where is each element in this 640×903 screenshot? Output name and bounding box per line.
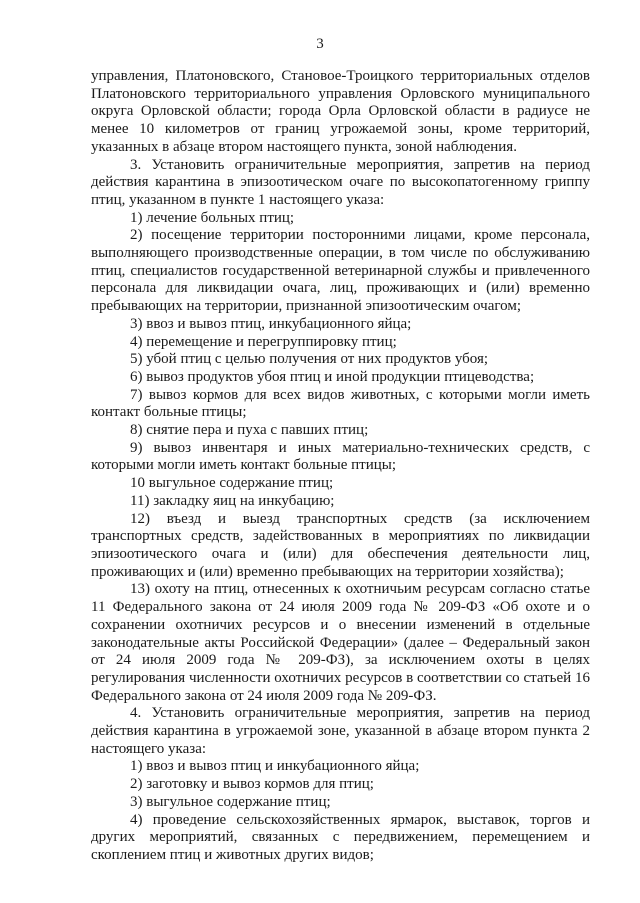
- list-item-3-10: 10 выгульное содержание птиц;: [130, 475, 334, 492]
- list-item-3-4: 4) перемещение и перегруппировку птиц;: [130, 333, 397, 350]
- list-item-3-7: 7) вывоз кормов для всех видов животных, с которыми могли иметь контакт больные птицы;: [91, 386, 590, 421]
- paragraph-continuation: управления, Платоновского, Становое-Троицкого территориальных отделов Платоновского территориального управления Орловского муниципального округа Орловской области; города Орла Орловской области в радиусе не менее 10 километров от границ угрожаемой зоны, кроме территорий, указанных в абзаце втором настоящего пункта, зоной наблюдения.: [91, 68, 590, 155]
- list-item-4-1: 1) ввоз и вывоз птиц и инкубационного яйца;: [130, 758, 420, 775]
- list-item-3-12: 12) въезд и выезд транспортных средств (за исключением транспортных средств, задействованных в мероприятиях по ликвидации эпизоотического очага и (или) для обеспечения деятельности лиц, проживающих и (или) временно пребывающих на территории хозяйства);: [91, 510, 590, 580]
- list-item-3-1: 1) лечение больных птиц;: [130, 209, 295, 226]
- list-item-3-9: 9) вывоз инвентаря и иных материально-технических средств, с которыми могли иметь контакт больные птицы;: [91, 439, 590, 474]
- list-item-3-3: 3) ввоз и вывоз птиц, инкубационного яйца;: [130, 315, 412, 332]
- list-item-3-8: 8) снятие пера и пуха с павших птиц;: [130, 422, 369, 439]
- list-item-4-4: 4) проведение сельскохозяйственных ярмарок, выставок, торгов и других мероприятий, связанных с передвижением, перемещением и скоплением птиц и животных других видов;: [91, 811, 590, 863]
- list-item-3-2: 2) посещение территории посторонними лицами, кроме персонала, выполняющего производственные операции, в том числе по обслуживанию птиц, специалистов государственной ветеринарной службы и привлеченного персонала для ликвидации очага, лиц, проживающих и (или) временно пребывающих на территории, признанной эпизоотическим очагом;: [91, 227, 590, 315]
- document-body: [91, 68, 590, 865]
- paragraph-item-4: 4. Установить ограничительные мероприятия, запретив на период действия карантина в угрожаемой зоне, указанной в абзаце втором пункта 2 настоящего указа:: [91, 705, 590, 757]
- list-item-3-5: 5) убой птиц с целью получения от них продуктов убоя;: [130, 351, 489, 368]
- list-item-4-3: 3) выгульное содержание птиц;: [130, 793, 331, 810]
- list-item-3-11: 11) закладку яиц на инкубацию;: [130, 492, 335, 509]
- list-item-3-6: 6) вывоз продуктов убоя птиц и иной продукции птицеводства;: [130, 368, 535, 385]
- list-item-4-2: 2) заготовку и вывоз кормов для птиц;: [130, 776, 374, 793]
- page-number: 3: [316, 36, 324, 52]
- paragraph-item-3: 3. Установить ограничительные мероприятия, запретив на период действия карантина в эпизоотическом очаге по высокопатогенному гриппу птиц, указанном в пункте 1 настоящего указа:: [91, 156, 590, 208]
- list-item-3-13: 13) охоту на птиц, отнесенных к охотничьим ресурсам согласно статье 11 Федерального закона от 24 июля 2009 года № 209-ФЗ «Об охоте и о сохранении охотничих ресурсов и о внесении изменений в отдельные законодательные акты Российской Федерации» (далее – Федеральный закон от 24 июля 2009 года № 209-ФЗ), за исключением охоты в целях регулирования численности охотничих ресурсов в соответствии со статьей 16 Федерального закона от 24 июля 2009 года № 209-ФЗ.: [91, 581, 590, 704]
